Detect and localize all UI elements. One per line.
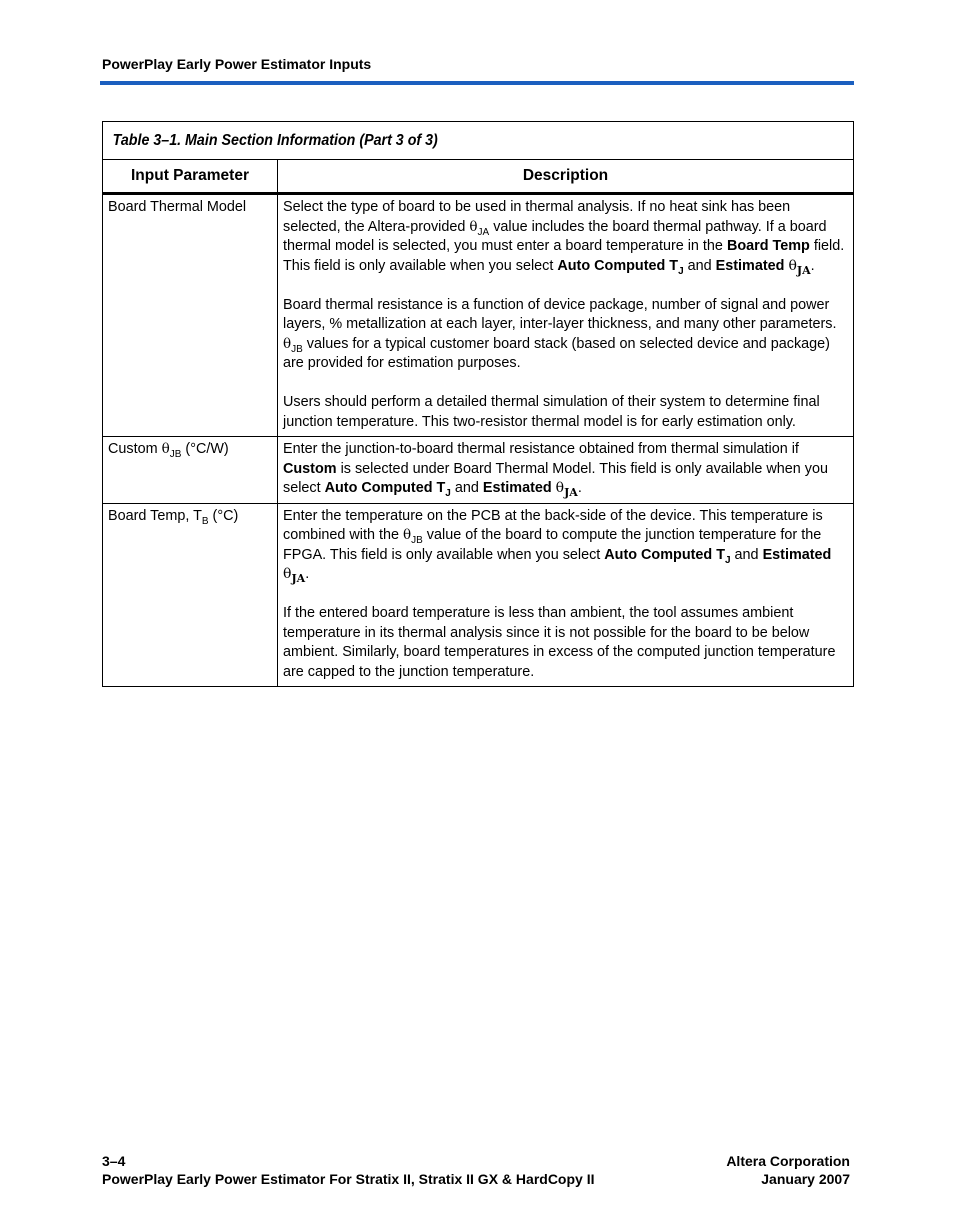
bold-term: Auto Computed T xyxy=(557,257,679,274)
text-run: . xyxy=(810,257,815,274)
column-header-input-parameter: Input Parameter xyxy=(103,160,278,194)
bold-term: Custom xyxy=(283,460,337,477)
text-run: . xyxy=(305,566,310,582)
text-run: Board Temp, T xyxy=(108,507,202,524)
theta-symbol: θ xyxy=(788,257,797,274)
text-run: (°C/W) xyxy=(181,441,229,457)
text-run: Enter the junction-to-board thermal resistance obtained from thermal simulation if xyxy=(283,441,799,457)
company-name: Altera Corporation xyxy=(726,1153,850,1169)
footer-right xyxy=(726,1152,850,1188)
table-caption: Table 3–1. Main Section Information (Part 3 of 3) xyxy=(103,122,794,160)
theta-symbol: θ xyxy=(403,527,412,543)
param-cell xyxy=(103,437,278,504)
text-run: value includes the board thermal pathway. If a board thermal model is selected, you must enter a board temperature in the xyxy=(283,218,827,254)
document-title: PowerPlay Early Power Estimator For Stratix II, Stratix II GX & HardCopy II xyxy=(102,1171,595,1187)
text-run: values for a typical customer board stack (based on selected device and package) are provided for estimation purposes. xyxy=(283,335,830,371)
description-cell xyxy=(278,437,854,504)
publication-date: January 2007 xyxy=(761,1171,850,1187)
subscript: JB xyxy=(169,449,182,460)
text-run: Enter the temperature on the PCB at the back-side of the device. This temperature is combined with the xyxy=(283,507,823,543)
description-cell xyxy=(278,194,854,437)
description-paragraph xyxy=(283,507,847,585)
running-header: PowerPlay Early Power Estimator Inputs xyxy=(102,56,372,72)
text-run: Custom xyxy=(108,441,162,457)
theta-symbol: θ xyxy=(555,480,565,496)
text-run: and xyxy=(730,546,763,563)
footer-left xyxy=(102,1152,594,1188)
subscript: JA xyxy=(477,226,490,238)
text-run: (°C) xyxy=(208,507,239,524)
text-run: Board thermal resistance is a function of device package, number of signal and power layers, % metallization at each layer, inter-layer thickness, and many other parameters. xyxy=(283,296,837,332)
subscript: JA xyxy=(796,263,811,277)
subscript: JB xyxy=(291,343,303,355)
subscript: J xyxy=(724,554,731,566)
param-cell xyxy=(103,194,278,437)
column-header-description: Description xyxy=(278,160,854,194)
subscript: JA xyxy=(564,486,578,499)
table-row xyxy=(103,503,854,687)
text-run: Select the type of board to be used in thermal analysis. If no heat sink has been selected, the Altera-provided xyxy=(283,199,791,235)
description-paragraph: Users should perform a detailed thermal simulation of their system to determine final junction temperature. This two-resistor thermal model is for early estimation only. xyxy=(283,394,820,430)
theta-symbol: θ xyxy=(469,218,478,235)
description-paragraph xyxy=(283,198,847,276)
param-name: Board Thermal Model xyxy=(108,199,247,215)
bold-term: Board Temp xyxy=(726,238,810,254)
description-paragraph: If the entered board temperature is less than ambient, the tool assumes ambient temperature in its thermal analysis since it is not possible for the board to be below ambient. Similarly, board temperatures in excess of the computed junction temperature are capped to the junction temperature. xyxy=(283,605,836,680)
description-paragraph xyxy=(283,440,847,499)
header-row xyxy=(103,160,854,194)
subscript: B xyxy=(201,515,209,527)
text-run: field. This field is only available when you select xyxy=(283,238,845,274)
subscript: J xyxy=(445,488,451,499)
bold-term: Auto Computed T xyxy=(604,546,725,563)
header-rule xyxy=(100,81,854,85)
bold-term: Estimated xyxy=(715,257,789,274)
table-row xyxy=(103,437,854,504)
theta-symbol: θ xyxy=(283,335,292,352)
description-cell xyxy=(278,503,854,687)
theta-symbol: θ xyxy=(161,441,170,457)
bold-term: Auto Computed T xyxy=(324,480,446,496)
text-run: is selected under Board Thermal Model. This field is only available when you select xyxy=(283,460,828,496)
text-run: and xyxy=(450,480,483,496)
subscript: JA xyxy=(291,572,306,585)
theta-symbol: θ xyxy=(283,566,292,582)
subscript: J xyxy=(678,265,684,277)
table-row xyxy=(103,194,854,437)
text-run: and xyxy=(683,257,716,274)
text-run: value of the board to compute the junction temperature for the FPGA. This field is only available when you select xyxy=(283,527,822,563)
subscript: JB xyxy=(411,535,423,546)
description-paragraph xyxy=(283,296,847,374)
bold-term: Estimated xyxy=(482,480,556,496)
bold-term: Estimated xyxy=(762,546,832,563)
param-cell xyxy=(103,503,278,687)
main-section-table xyxy=(102,121,854,687)
text-run: . xyxy=(577,480,582,496)
caption-row xyxy=(103,122,854,160)
page-number: 3–4 xyxy=(102,1153,126,1169)
